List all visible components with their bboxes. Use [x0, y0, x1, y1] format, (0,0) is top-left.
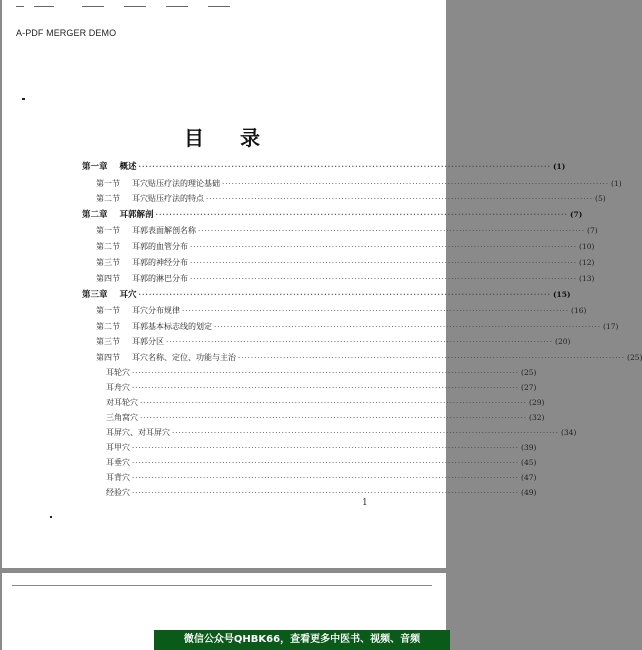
toc-section-row — [96, 225, 598, 237]
toc-section-row — [96, 321, 619, 333]
page-number: 1 — [362, 498, 368, 508]
toc-label — [106, 457, 130, 469]
toc-page: (16) — [571, 306, 587, 315]
toc-number: 第一节 — [96, 306, 120, 315]
toc-title: 耳穴 — [119, 290, 137, 300]
toc-leader: ························································································································ — [206, 195, 594, 203]
toc-label — [106, 367, 130, 379]
toc-title: 耳郭的淋巴分布 — [132, 274, 188, 283]
toc-leader: ························································································································ — [140, 414, 528, 422]
toc-label — [82, 289, 137, 301]
toc-label — [96, 336, 164, 348]
toc-title: 耳穴贴压疗法的特点 — [132, 194, 204, 203]
toc-label — [82, 209, 154, 221]
promo-banner: 微信公众号QHBK66，查看更多中医书、视频、音频 — [154, 630, 450, 650]
toc-title: 耳郭分区 — [132, 337, 164, 346]
toc-number: 第二节 — [96, 242, 120, 251]
toc-label — [82, 161, 137, 173]
toc-page: (32) — [529, 413, 545, 422]
toc-leader: ························································································································ — [214, 323, 602, 331]
toc-leader: ························································································································ — [222, 180, 610, 188]
toc-page: (20) — [555, 337, 571, 346]
toc-leader: ························································································································ — [140, 399, 528, 407]
toc-item-row — [106, 487, 537, 499]
toc-leader: ························································································································ — [138, 290, 551, 299]
toc-title: 耳郭的血管分布 — [132, 242, 188, 251]
toc-page: (47) — [521, 473, 537, 482]
toc-leader: ························································································································ — [182, 307, 570, 315]
toc-label — [96, 178, 220, 190]
demo-watermark: A-PDF MERGER DEMO — [16, 28, 117, 38]
toc-label — [106, 397, 138, 409]
toc-number: 第一节 — [96, 179, 120, 188]
toc-title: 耳甲穴 — [106, 443, 130, 452]
toc-page: (1) — [552, 162, 566, 171]
toc-item-row — [106, 427, 577, 439]
toc-title: 对耳轮穴 — [106, 398, 138, 407]
toc-title: 耳郭基本标志线的划定 — [132, 322, 212, 331]
toc-leader: ························································································································ — [190, 243, 578, 251]
toc-leader: ························································································································ — [138, 162, 551, 171]
toc-page: (25) — [521, 368, 537, 377]
title-char: 录 — [240, 126, 260, 150]
toc-number: 第四节 — [96, 353, 120, 362]
toc-item-row — [106, 382, 537, 394]
toc-label — [106, 472, 130, 484]
toc-number: 第三节 — [96, 337, 120, 346]
scan-speck — [22, 98, 25, 100]
toc-number: 第一章 — [82, 162, 108, 172]
toc-item-row — [106, 457, 537, 469]
toc-leader: ························································································································ — [190, 275, 578, 283]
toc-section-row — [96, 273, 595, 285]
toc-page: (29) — [529, 398, 545, 407]
toc-page: (34) — [561, 428, 577, 437]
toc-label — [96, 257, 188, 269]
toc-title: 耳舟穴 — [106, 383, 130, 392]
toc-number: 第三节 — [96, 258, 120, 267]
toc-page: (45) — [521, 458, 537, 467]
toc-label — [96, 241, 188, 253]
toc-page: (27) — [521, 383, 537, 392]
toc-section-row — [96, 257, 595, 269]
toc-leader: ························································································································ — [172, 429, 560, 437]
toc-page: (10) — [579, 242, 595, 251]
toc-page: (1) — [611, 179, 622, 188]
toc-section-row — [96, 352, 642, 364]
toc-number: 第二节 — [96, 322, 120, 331]
toc-title: 耳郭解剖 — [119, 210, 154, 220]
toc-item-row — [106, 412, 545, 424]
toc-label — [106, 412, 138, 424]
toc-item-row — [106, 397, 545, 409]
toc-page: (25) — [627, 353, 642, 362]
toc-page: (15) — [552, 290, 571, 299]
toc-item-row — [106, 472, 537, 484]
scan-speck — [50, 516, 52, 518]
toc-chapter-row — [82, 209, 583, 221]
toc-chapter-row — [82, 161, 566, 173]
toc-title: 三角窝穴 — [106, 413, 138, 422]
toc-page: (7) — [569, 210, 583, 219]
toc-label — [106, 382, 130, 394]
toc-title: 耳穴贴压疗法的理论基础 — [132, 179, 220, 188]
toc-section-row — [96, 336, 571, 348]
toc-label — [96, 193, 204, 205]
toc-title: 耳背穴 — [106, 473, 130, 482]
toc-item-row — [106, 367, 537, 379]
toc-section-row — [96, 193, 606, 205]
toc-title: 耳屏穴、对耳屏穴 — [106, 428, 170, 437]
toc-label — [96, 321, 212, 333]
toc-title: 耳郭的神经分布 — [132, 258, 188, 267]
page-title — [2, 122, 442, 151]
toc-title: 概述 — [119, 162, 137, 172]
toc-label — [106, 442, 130, 454]
toc-number: 第二节 — [96, 194, 120, 203]
toc-label — [106, 427, 170, 439]
toc-leader: ························································································································ — [238, 354, 626, 362]
toc-page: (17) — [603, 322, 619, 331]
toc-leader: ························································································································ — [132, 384, 520, 392]
page-divider — [12, 585, 432, 586]
toc-leader: ························································································································ — [190, 259, 578, 267]
toc-title: 耳穴名称、定位、功能与主治 — [132, 353, 236, 362]
toc-title: 耳郭表面解剖名称 — [132, 226, 196, 235]
toc-title: 经验穴 — [106, 488, 130, 497]
toc-title: 耳穴分布规律 — [132, 306, 180, 315]
toc-number: 第四节 — [96, 274, 120, 283]
toc-title: 耳轮穴 — [106, 368, 130, 377]
toc-label — [96, 352, 236, 364]
toc-title: 耳垂穴 — [106, 458, 130, 467]
toc-label — [96, 273, 188, 285]
toc-section-row — [96, 305, 587, 317]
title-char: 目 — [184, 126, 204, 150]
toc-chapter-row — [82, 289, 571, 301]
toc-leader: ························································································································ — [132, 369, 520, 377]
toc-page: (39) — [521, 443, 537, 452]
toc-section-row — [96, 241, 595, 253]
toc-leader: ························································································································ — [166, 338, 554, 346]
toc-leader: ························································································································ — [132, 489, 520, 497]
toc-page: (13) — [579, 274, 595, 283]
toc-label — [106, 487, 130, 499]
toc-item-row — [106, 442, 537, 454]
toc-number: 第三章 — [82, 290, 108, 300]
toc-label — [96, 305, 180, 317]
toc-leader: ························································································································ — [198, 227, 586, 235]
toc-leader: ························································································································ — [155, 210, 568, 219]
toc-number: 第一节 — [96, 226, 120, 235]
toc-page: (12) — [579, 258, 595, 267]
toc-section-row — [96, 178, 622, 190]
toc-page: (7) — [587, 226, 598, 235]
toc-page: (5) — [595, 194, 606, 203]
toc-leader: ························································································································ — [132, 474, 520, 482]
toc-page: (49) — [521, 488, 537, 497]
document-page — [2, 0, 642, 568]
toc-leader: ························································································································ — [132, 459, 520, 467]
toc-leader: ························································································································ — [132, 444, 520, 452]
toc-number: 第二章 — [82, 210, 108, 220]
toc-label — [96, 225, 196, 237]
